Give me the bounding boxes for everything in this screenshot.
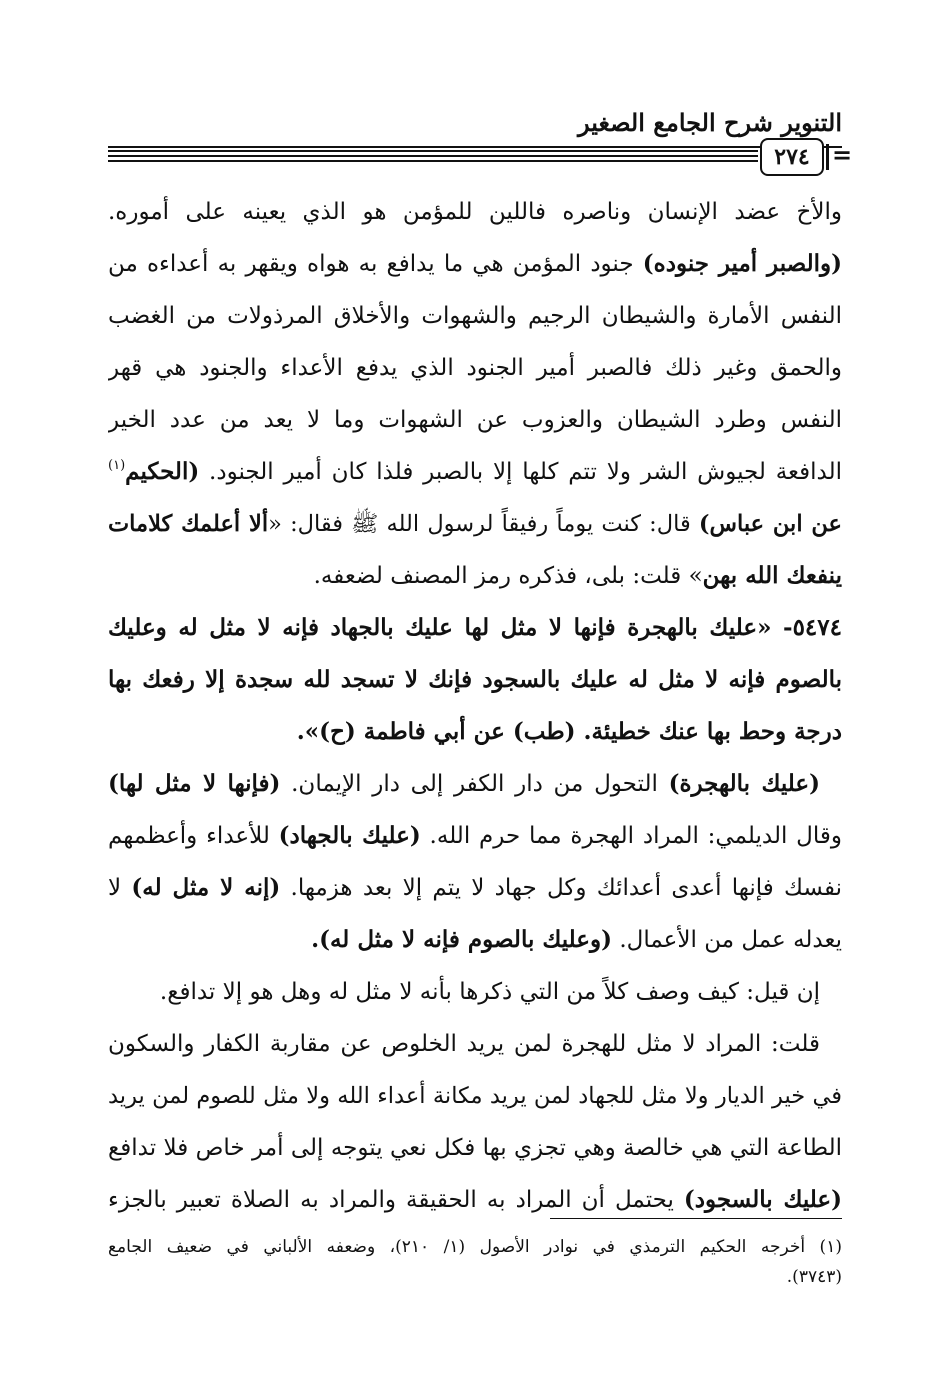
- text-line: نفسك فإنها أعدى أعدائك وكل جهاد لا يتم إلا بعد هزمها. (إنه لا مثل له) لا: [108, 874, 842, 901]
- text-line: وقال الديلمي: المراد الهجرة مما حرم الله. (عليك بالجهاد) للأعداء وأعظمهم: [108, 822, 842, 849]
- main-text: [108, 186, 842, 1226]
- text-line: إن قيل: كيف وصف كلاً من التي ذكرها بأنه لا مثل له وهل هو إلا تدافع.: [159, 979, 820, 1005]
- header-rule: [108, 146, 842, 148]
- text-line: النفس الأمارة والشيطان الرجيم والشهوات والأخلاق المرذولات من الغضب: [108, 303, 842, 329]
- footnote-line: (١) أخرجه الحكيم الترمذي في نوادر الأصول (١/ ٢١٠)، وضعفه الألباني في ضعيف الجامع: [108, 1237, 842, 1257]
- footnote-ref[interactable]: (١): [108, 458, 126, 473]
- text-line: والأخ عضد الإنسان وناصره فاللين للمؤمن هو الذي يعينه على أموره.: [108, 199, 842, 225]
- header-band-rule: [108, 155, 758, 157]
- text-line: ينفعك الله بهن» قلت: بلى، فذكره رمز المصنف لضعفه.: [313, 562, 842, 589]
- text-line: الدافعة لجيوش الشر ولا تتم كلها إلا بالصبر فلذا كان أمير الجنود. (الحكيم$^{(١)}$: [108, 458, 842, 485]
- text-line: والحمق وغير ذلك فالصبر أمير الجنود الذي يدفع الأعداء والجنود هي قهر: [108, 355, 842, 381]
- header-band-rule: [108, 160, 758, 162]
- text-line: (عليك بالسجود) يحتمل أن المراد به الحقيقة والمراد به الصلاة تعبير بالجزء: [108, 1186, 842, 1213]
- page-number-text: ٢٧٤: [774, 144, 810, 170]
- footnote: [108, 1232, 842, 1292]
- hadith-line: ٥٤٧٤- «عليك بالهجرة فإنها لا مثل لها عليك بالجهاد فإنه لا مثل له وعليك: [108, 614, 842, 641]
- header-band-rule: [108, 150, 758, 152]
- footnote-separator: [550, 1218, 842, 1219]
- text-line: يعدله عمل من الأعمال. (وعليك بالصوم فإنه لا مثل له).: [311, 926, 842, 953]
- text-line: الطاعة التي هي خالصة وهي تجزي بها فكل نعي يتوجه إلى أمر خاص فلا تدافع: [108, 1135, 842, 1161]
- text-line: (عليك بالهجرة) التحول من دار الكفر إلى دار الإيمان. (فإنها لا مثل لها): [108, 770, 820, 797]
- text-line: في خير الديار ولا مثل للجهاد لمن يريد مكانة أعداء الله ولا مثل للصوم لمن يريد: [108, 1083, 842, 1109]
- hadith-line: درجة وحط بها عنك خطيئة. (طب) عن أبي فاطمة (ح)».: [296, 718, 842, 745]
- running-title: التنوير شرح الجامع الصغير: [578, 108, 842, 137]
- corner-mark: =: [832, 140, 853, 169]
- text-line: قلت: المراد لا مثل للهجرة لمن يريد الخلوص عن مقاربة الكفار والسكون: [108, 1031, 820, 1057]
- hadith-line: بالصوم فإنه لا مثل له عليك بالسجود فإنك لا تسجد لله سجدة إلا رفعك بها: [108, 666, 842, 693]
- page-number: [760, 138, 824, 176]
- footnote-line: (٣٧٤٣).: [786, 1267, 842, 1287]
- text-line: عن ابن عباس) قال: كنت يوماً رفيقاً لرسول الله ﷺ فقال: «ألا أعلمك كلامات: [108, 511, 842, 537]
- text-line: (والصبر أمير جنوده) جنود المؤمن هي ما يدافع به هواه ويقهر به أعداءه من: [108, 250, 842, 277]
- text-line: النفس وطرد الشيطان والعزوب عن الشهوات وما لا يعد من عدد الخير: [108, 407, 842, 433]
